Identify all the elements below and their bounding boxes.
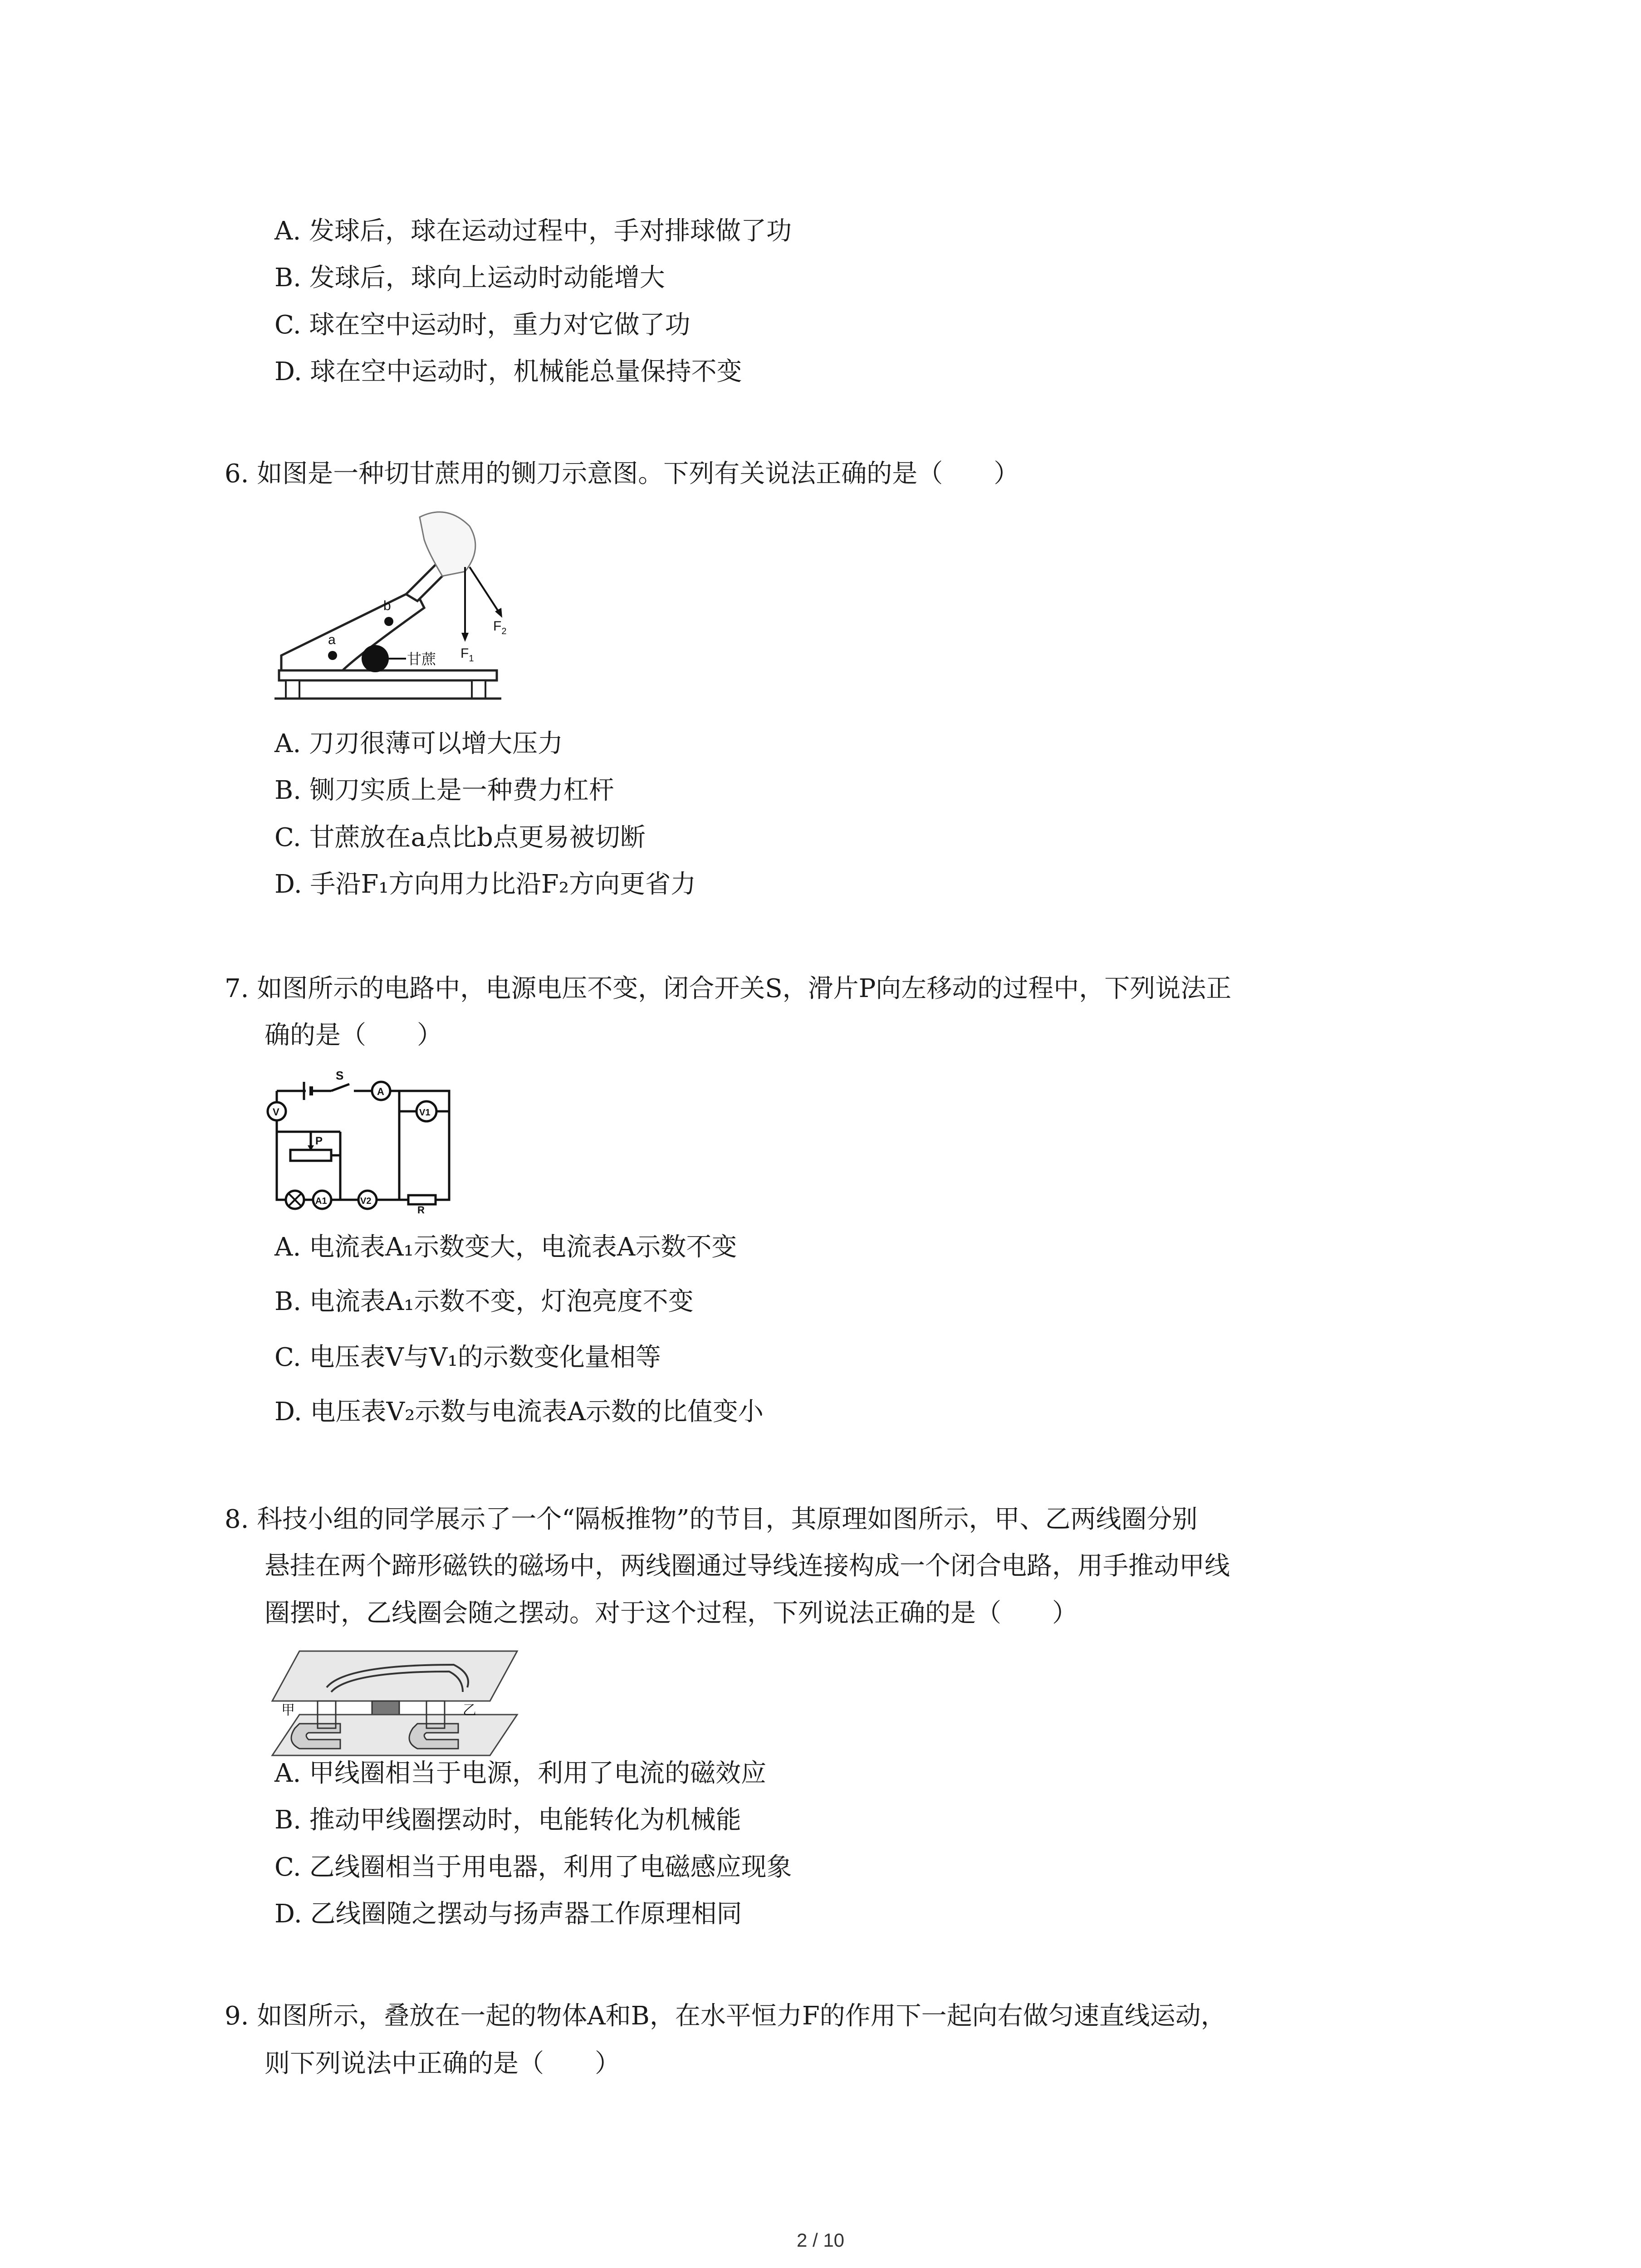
- rheostat-shape: [290, 1150, 331, 1161]
- sugarcane-label: 甘蔗: [407, 651, 436, 667]
- page-number: 2 / 10: [796, 2229, 845, 2251]
- resistor-r-label: R: [417, 1204, 425, 1216]
- q7-option-a: A. 电流表A₁示数变大，电流表A示数不变: [274, 1232, 737, 1262]
- q6-option-b: B. 铡刀实质上是一种费力杠杆: [274, 776, 614, 805]
- q8-option-c: C. 乙线圈相当于用电器，利用了电磁感应现象: [274, 1853, 792, 1882]
- q7-option-c: C. 电压表V与V₁的示数变化量相等: [274, 1343, 661, 1372]
- force-f2-label: $F_2$: [493, 619, 507, 636]
- q6-guillotine-figure: [270, 499, 506, 708]
- q6-option-c: C. 甘蔗放在a点比b点更易被切断: [274, 823, 646, 852]
- switch-s-label: S: [336, 1069, 344, 1082]
- q7-circuit-figure: [268, 1064, 458, 1216]
- q5-option-a: A. 发球后，球在运动过程中，手对排球做了功: [274, 216, 792, 246]
- voltmeter-v-label: V: [273, 1106, 279, 1118]
- q5-option-b: B. 发球后，球向上运动时动能增大: [274, 263, 665, 293]
- resistor-r-shape: [408, 1195, 436, 1204]
- q9-stem-line1: 9. 如图所示，叠放在一起的物体A和B，在水平恒力F的作用下一起向右做匀速直线运动，: [225, 2001, 1226, 2031]
- slider-p-label: P: [315, 1135, 323, 1147]
- ammeter-a-label: A: [377, 1086, 384, 1097]
- voltmeter-v2-label: V2: [360, 1196, 372, 1206]
- q7-stem-line2: 确的是（ ）: [265, 1021, 442, 1050]
- q8-option-d: D. 乙线圈随之摆动与扬声器工作原理相同: [274, 1899, 742, 1929]
- coil-jia-label: 甲: [281, 1703, 295, 1718]
- q6-stem: 6. 如图是一种切甘蔗用的铡刀示意图。下列有关说法正确的是（ ）: [225, 459, 1019, 489]
- q8-stem-line3: 圈摆时，乙线圈会随之摆动。对于这个过程，下列说法正确的是（ ）: [265, 1598, 1078, 1628]
- q8-option-b: B. 推动甲线圈摆动时，电能转化为机械能: [274, 1805, 741, 1835]
- q8-option-a: A. 甲线圈相当于电源，利用了电流的磁效应: [274, 1759, 767, 1788]
- q6-option-a: A. 刀刃很薄可以增大压力: [274, 729, 563, 758]
- sugarcane-shape: [362, 645, 389, 672]
- force-f1-label: $F_1$: [460, 646, 474, 664]
- q6-option-d: D. 手沿F₁方向用力比沿F₂方向更省力: [274, 870, 696, 899]
- q7-stem-line1: 7. 如图所示的电路中，电源电压不变，闭合开关S，滑片P向左移动的过程中，下列说法正: [225, 974, 1232, 1003]
- point-b-label: b: [383, 598, 391, 613]
- ammeter-a1-label: A1: [315, 1196, 327, 1206]
- q5-option-d: D. 球在空中运动时，机械能总量保持不变: [274, 357, 742, 386]
- q5-option-c: C. 球在空中运动时，重力对它做了功: [274, 310, 691, 340]
- q7-option-b: B. 电流表A₁示数不变，灯泡亮度不变: [274, 1287, 694, 1316]
- q8-stem-line2: 悬挂在两个蹄形磁铁的磁场中，两线圈通过导线连接构成一个闭合电路，用手推动甲线: [265, 1551, 1230, 1581]
- voltmeter-v1-label: V1: [419, 1108, 431, 1118]
- q7-option-d: D. 电压表V₂示数与电流表A示数的比值变小: [274, 1397, 764, 1427]
- q9-stem-line2: 则下列说法中正确的是（ ）: [265, 2049, 620, 2078]
- q8-stem-line1: 8. 科技小组的同学展示了一个“隔板推物”的节目，其原理如图所示，甲、乙两线圈分别: [225, 1505, 1198, 1534]
- coil-yi-label: 乙: [463, 1703, 476, 1718]
- point-a-label: a: [328, 632, 336, 647]
- q8-coil-figure: [272, 1647, 517, 1755]
